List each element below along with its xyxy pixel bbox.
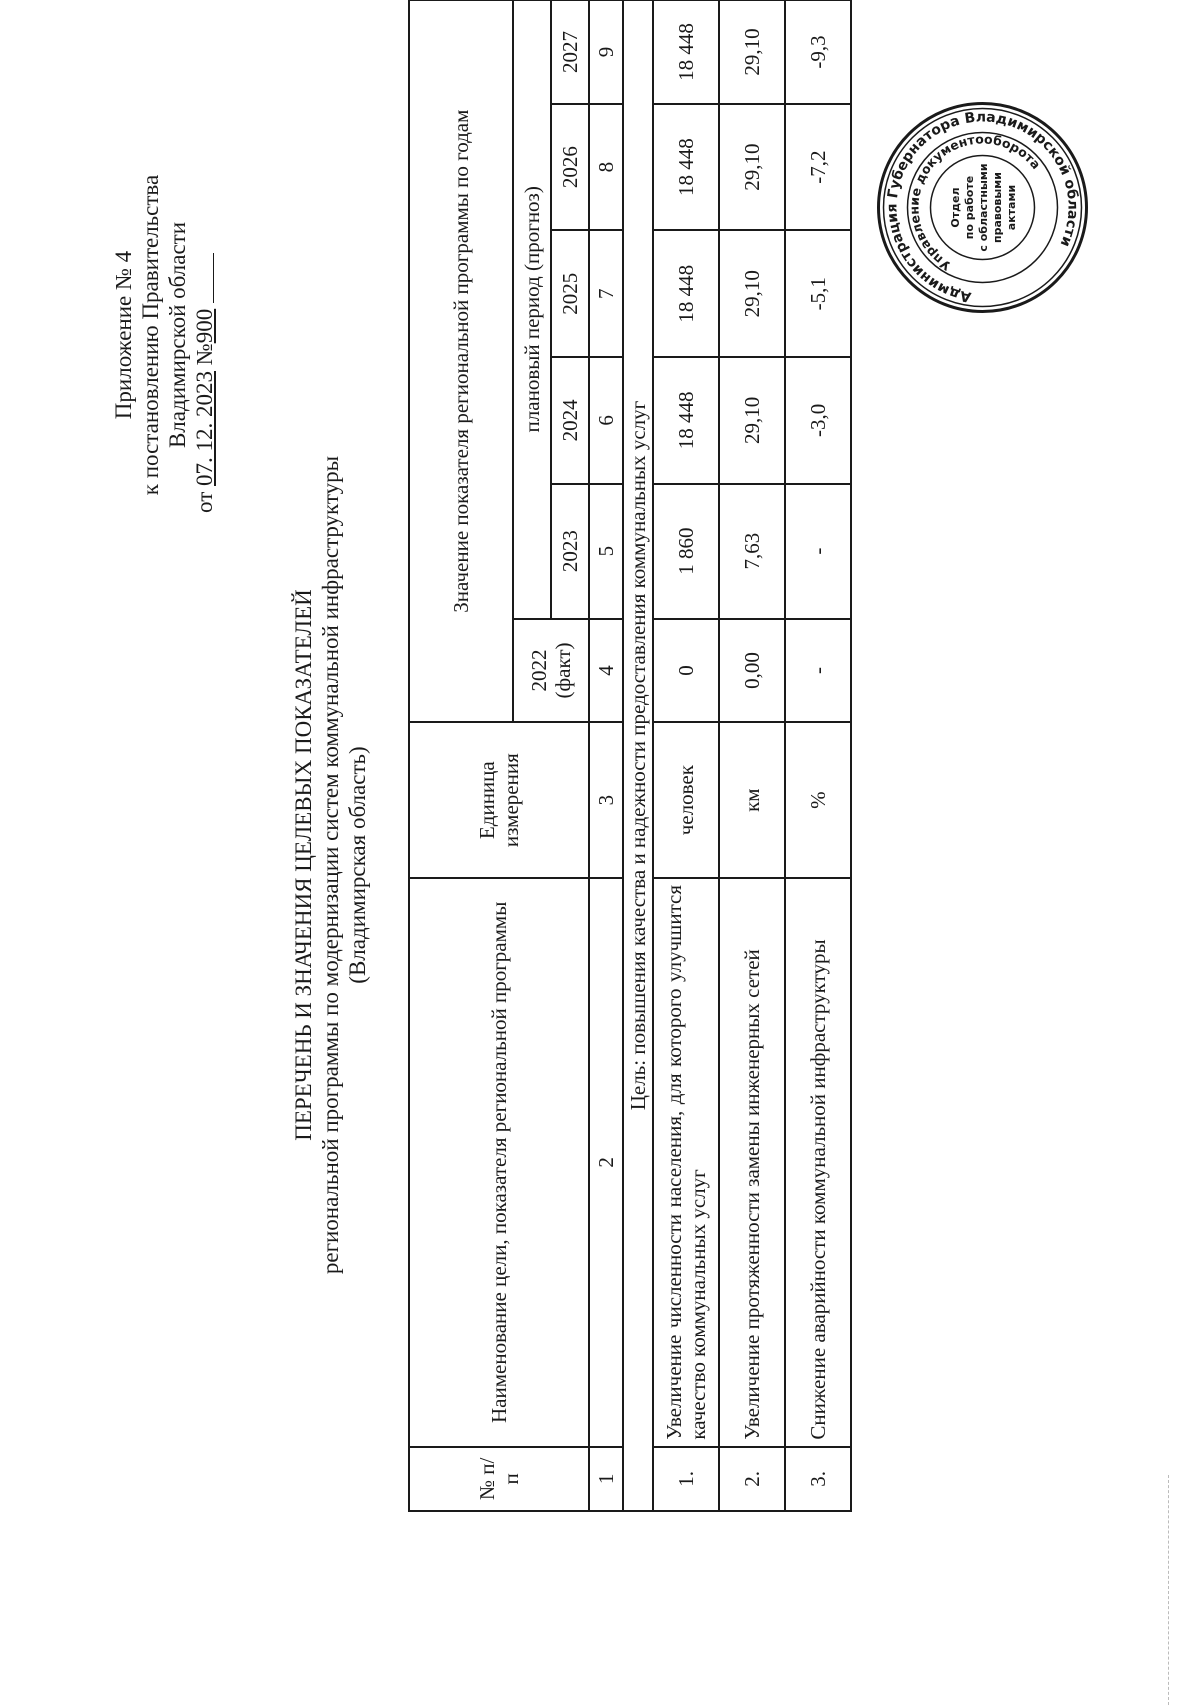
document-title (290, 365, 371, 1365)
row-value: -9,3 (785, 0, 851, 104)
title-line-3: (Владимирская область) (345, 746, 370, 984)
header-name: Наименование цели, показателя региональной программы (409, 878, 589, 1447)
row-value: 18 448 (653, 357, 719, 484)
row-name: Снижение аварийности коммунальной инфраструктуры (785, 878, 851, 1447)
row-value: 29,10 (719, 357, 785, 484)
stamp-center-line: Отдел (949, 187, 962, 228)
row-value: 0 (653, 619, 719, 723)
numbering-cell: 4 (589, 619, 623, 723)
number-prefix: № (192, 343, 217, 366)
stamp-inner-text: Управление документооборота (906, 131, 1044, 274)
row-value: 0,00 (719, 619, 785, 723)
appendix-date-line (191, 105, 218, 565)
indicators-table (408, 0, 852, 1512)
table-row (785, 0, 851, 1511)
row-value: 18 448 (653, 230, 719, 357)
scan-artifact-line (1168, 1475, 1170, 1705)
header-year: 2025 (551, 230, 589, 357)
header-year: 2027 (551, 0, 589, 104)
header-row-1 (409, 0, 513, 1511)
stamp-outer-text: Администрация Губернатора Владимирской области (884, 109, 1081, 305)
numbering-row (589, 0, 623, 1511)
row-value: - (785, 484, 851, 619)
appendix-header (110, 105, 218, 565)
appendix-line-3: Владимирской области (165, 221, 190, 449)
underline-blank (193, 253, 214, 303)
row-unit: % (785, 722, 851, 878)
header-year: 2026 (551, 104, 589, 231)
row-num: 1. (653, 1447, 719, 1511)
date-prefix: от (192, 491, 217, 513)
header-year: 2023 (551, 484, 589, 619)
numbering-cell: 9 (589, 0, 623, 104)
header-planned: плановый период (прогноз) (513, 0, 551, 619)
row-value: 29,10 (719, 104, 785, 231)
title-line-1: ПЕРЕЧЕНЬ И ЗНАЧЕНИЯ ЦЕЛЕВЫХ ПОКАЗАТЕЛЕЙ (291, 589, 316, 1141)
row-num: 2. (719, 1447, 785, 1511)
stamp-center-line: с областными (977, 163, 990, 252)
row-value: - (785, 619, 851, 723)
row-value: 29,10 (719, 0, 785, 104)
stamp-center-line: по работе (963, 175, 976, 240)
row-unit: км (719, 722, 785, 878)
row-value: 18 448 (653, 104, 719, 231)
row-value: -3,0 (785, 357, 851, 484)
number-value: 900 (192, 308, 217, 344)
row-value: 18 448 (653, 0, 719, 104)
header-year: 2024 (551, 357, 589, 484)
table-row (653, 0, 719, 1511)
appendix-line-1: Приложение № 4 (111, 250, 136, 420)
numbering-cell: 5 (589, 484, 623, 619)
stamp-center-line: правовыми (991, 171, 1004, 244)
table-row (719, 0, 785, 1511)
goal-row (623, 0, 653, 1511)
row-value: 29,10 (719, 230, 785, 357)
row-value: 7,63 (719, 484, 785, 619)
numbering-cell: 1 (589, 1447, 623, 1511)
official-stamp (875, 100, 1090, 315)
row-value: -5,1 (785, 230, 851, 357)
row-name: Увеличение протяженности замены инженерных сетей (719, 878, 785, 1447)
date-value: 07. 12. 2023 (192, 371, 217, 486)
header-unit: Единица измерения (409, 722, 589, 878)
appendix-line-2: к постановлению Правительства (138, 174, 163, 496)
header-values: Значение показателя региональной программы по годам (409, 0, 513, 722)
numbering-cell: 7 (589, 230, 623, 357)
row-name: Увеличение численности населения, для которого улучшится качество коммунальных услуг (653, 878, 719, 1447)
header-num: № п/п (409, 1447, 589, 1511)
row-unit: человек (653, 722, 719, 878)
stamp-center-line: актами (1005, 184, 1018, 231)
numbering-cell: 8 (589, 104, 623, 231)
numbering-cell: 3 (589, 722, 623, 878)
row-value: -7,2 (785, 104, 851, 231)
numbering-cell: 2 (589, 878, 623, 1447)
row-num: 3. (785, 1447, 851, 1511)
row-value: 1 860 (653, 484, 719, 619)
numbering-cell: 6 (589, 357, 623, 484)
title-line-2: региональной программы по модернизации систем коммунальной инфраструктуры (318, 455, 343, 1275)
goal-cell: Цель: повышения качества и надежности предоставления коммунальных услуг (623, 0, 653, 1511)
header-fact: 2022 (факт) (513, 619, 589, 723)
